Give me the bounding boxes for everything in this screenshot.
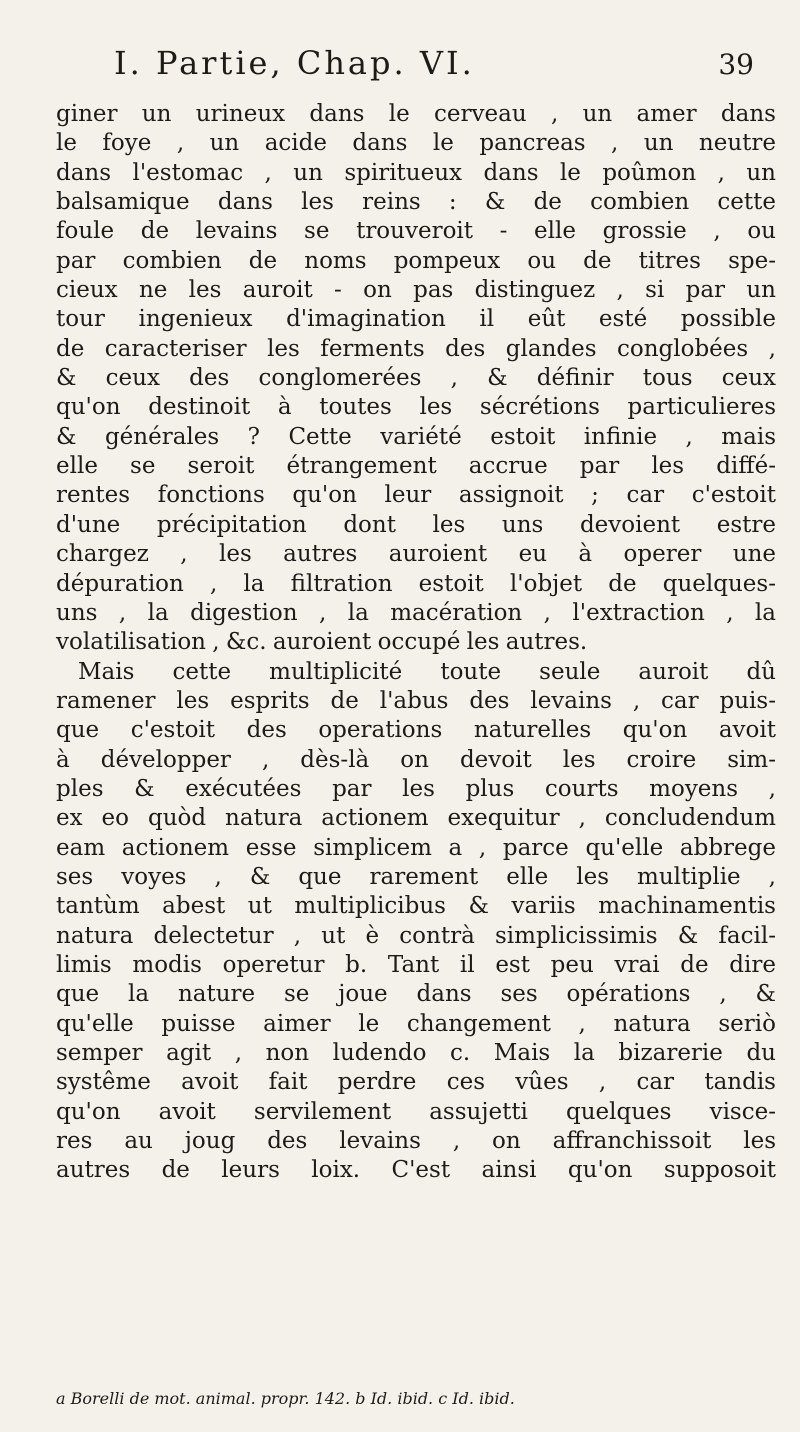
- text-line: tour ingenieux d'imagination il eût esté possible: [56, 306, 776, 333]
- text-line: qu'elle puisse aimer le changement , natura seriò: [56, 1010, 776, 1037]
- text-line: systême avoit fait perdre ces vûes , car tandis: [56, 1069, 776, 1096]
- text-line: & ceux des conglomerées , & définir tous ceux: [56, 365, 776, 392]
- text-line: dans l'estomac , un spiritueux dans le poûmon , un: [56, 159, 776, 186]
- text-line: Mais cette multiplicité toute seule auroit dû: [78, 658, 776, 685]
- body-text: [56, 100, 776, 1186]
- text-line: tantùm abest ut multiplicibus & variis machinamentis: [56, 893, 776, 920]
- text-line: rentes fonctions qu'on leur assignoit ; car c'estoit: [56, 482, 776, 509]
- text-line: & générales ? Cette variété estoit infinie , mais: [56, 423, 776, 450]
- text-line: autres de leurs loix. C'est ainsi qu'on supposoit: [56, 1157, 776, 1184]
- running-title: I. Partie, Chap. VI.: [114, 44, 475, 82]
- text-line: elle se seroit étrangement accrue par les diffé-: [56, 453, 776, 480]
- text-line: que c'estoit des operations naturelles qu'on avoit: [56, 717, 776, 744]
- running-head: [114, 44, 754, 84]
- text-line: qu'on destinoit à toutes les sécrétions particulieres: [56, 394, 776, 421]
- text-line: natura delectetur , ut è contrà simplicissimis & facil-: [56, 922, 776, 949]
- text-line: ples & exécutées par les plus courts moyens ,: [56, 775, 776, 802]
- text-line: par combien de noms pompeux ou de titres spe-: [56, 247, 776, 274]
- text-line: ex eo quòd natura actionem exequitur , concludendum: [56, 805, 776, 832]
- text-line: que la nature se joue dans ses opérations , &: [56, 981, 776, 1008]
- text-line: chargez , les autres auroient eu à operer une: [56, 541, 776, 568]
- text-line: cieux ne les auroit - on pas distinguez , si par un: [56, 277, 776, 304]
- text-line: d'une précipitation dont les uns devoient estre: [56, 511, 776, 538]
- text-line: à développer , dès-là on devoit les croire sim-: [56, 746, 776, 773]
- text-line: volatilisation , &c. auroient occupé les autres.: [56, 629, 588, 656]
- text-line: de caracteriser les ferments des glandes conglobées ,: [56, 335, 776, 362]
- text-line: balsamique dans les reins : & de combien cette: [56, 189, 776, 216]
- text-line: eam actionem esse simplicem a , parce qu'elle abbrege: [56, 834, 776, 861]
- text-line: limis modis operetur b. Tant il est peu vrai de dire: [56, 951, 776, 978]
- text-line: dépuration , la filtration estoit l'objet de quelques-: [56, 570, 776, 597]
- text-line: uns , la digestion , la macération , l'extraction , la: [56, 599, 776, 626]
- text-line: ramener les esprits de l'abus des levains , car puis-: [56, 687, 776, 714]
- text-line: res au joug des levains , on affranchissoit les: [56, 1128, 776, 1155]
- text-line: qu'on avoit servilement assujetti quelques visce-: [56, 1098, 776, 1125]
- text-line: semper agit , non ludendo c. Mais la bizarerie du: [56, 1040, 776, 1066]
- text-line: ses voyes , & que rarement elle les multiplie ,: [56, 863, 776, 890]
- text-line: giner un urineux dans le cerveau , un amer dans: [56, 101, 776, 127]
- footnotes: a Borelli de mot. animal. propr. 142. b Id. ibid. c Id. ibid.: [56, 1389, 515, 1408]
- text-line: le foye , un acide dans le pancreas , un neutre: [56, 130, 776, 157]
- text-line: foule de levains se trouveroit - elle grossie , ou: [56, 218, 776, 245]
- page-number: 39: [718, 48, 754, 81]
